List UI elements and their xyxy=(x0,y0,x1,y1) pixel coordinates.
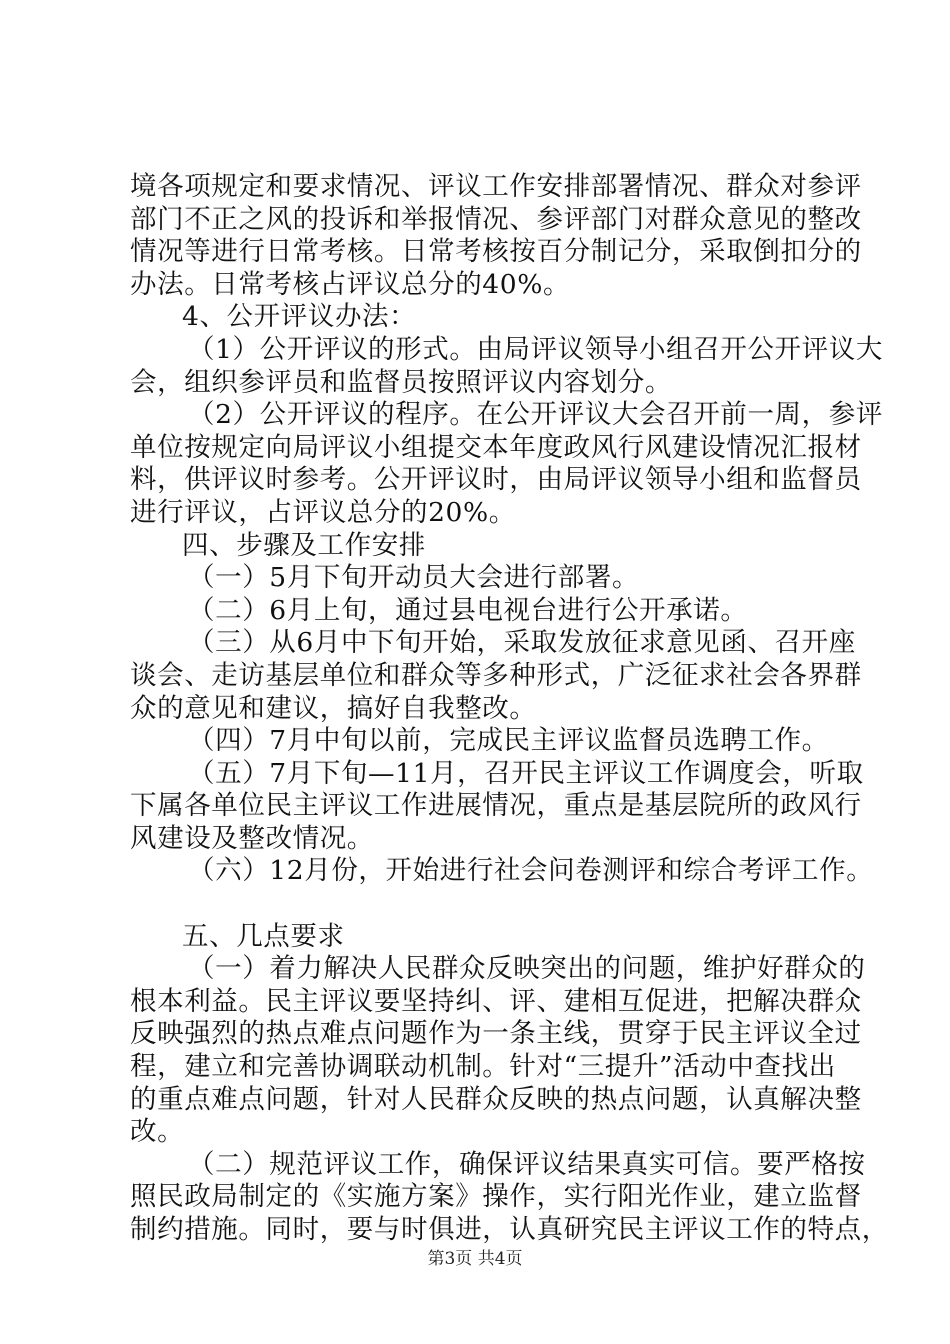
text-line: （五）7月下旬—11月，召开民主评议工作调度会，听取 xyxy=(188,757,864,789)
text-line: （一）5月下旬开动员大会进行部署。 xyxy=(188,562,640,594)
page-footer: 第3页 共4页 xyxy=(427,1249,523,1269)
text-line: 会，组织参评员和监督员按照评议内容划分。 xyxy=(130,366,672,398)
text-line: 众的意见和建议，搞好自我整改。 xyxy=(130,692,537,724)
text-line: （二）规范评议工作，确保评议结果真实可信。要严格按 xyxy=(188,1148,866,1180)
text-line: 的重点难点问题，针对人民群众反映的热点问题，认真解决整 xyxy=(130,1083,862,1115)
text-line: 根本利益。民主评议要坚持纠、评、建相互促进，把解决群众 xyxy=(130,985,862,1017)
text-line: （二）6月上旬，通过县电视台进行公开承诺。 xyxy=(188,594,748,626)
section-heading: 五、几点要求 xyxy=(182,920,345,952)
text-line: 谈会、走访基层单位和群众等多种形式，广泛征求社会各界群 xyxy=(130,659,862,691)
text-line: 风建设及整改情况。 xyxy=(130,822,374,854)
text-line: 程，建立和完善协调联动机制。针对“三提升”活动中查找出 xyxy=(130,1051,836,1083)
blank-line xyxy=(130,888,830,921)
text-line: （1）公开评议的形式。由局评议领导小组召开公开评议大 xyxy=(188,333,883,365)
section-heading: 四、步骤及工作安排 xyxy=(182,529,426,561)
document-body xyxy=(130,171,889,1247)
text-line: 照民政局制定的《实施方案》操作，实行阳光作业，建立监督 xyxy=(130,1181,862,1213)
text-line: 单位按规定向局评议小组提交本年度政风行风建设情况汇报材 xyxy=(130,431,862,463)
text-line: （六）12月份，开始进行社会问卷测评和综合考评工作。 xyxy=(188,855,874,887)
text-line: 反映强烈的热点难点问题作为一条主线，贯穿于民主评议全过 xyxy=(130,1018,862,1050)
text-line: 制约措施。同时，要与时俱进，认真研究民主评议工作的特点， xyxy=(130,1214,889,1245)
text-line: 境各项规定和要求情况、评议工作安排部署情况、群众对参评 xyxy=(130,171,862,202)
text-line: 进行评议，占评议总分的20%。 xyxy=(130,496,516,528)
text-line: （2）公开评议的程序。在公开评议大会召开前一周，参评 xyxy=(188,399,883,431)
text-line: 部门不正之风的投诉和举报情况、参评部门对群众意见的整改 xyxy=(130,203,862,235)
text-line: （三）从6月中下旬开始，采取发放征求意见函、召开座 xyxy=(188,627,856,659)
text-line: （四）7月中旬以前，完成民主评议监督员选聘工作。 xyxy=(188,725,829,757)
text-line: （一）着力解决人民群众反映突出的问题，维护好群众的 xyxy=(188,953,866,985)
text-line: 下属各单位民主评议工作进展情况，重点是基层院所的政风行 xyxy=(130,790,862,822)
text-line: 料，供评议时参考。公开评议时，由局评议领导小组和监督员 xyxy=(130,464,862,496)
text-line: 改。 xyxy=(130,1116,185,1148)
text-line: 情况等进行日常考核。日常考核按百分制记分，采取倒扣分的 xyxy=(130,236,862,268)
text-line: 办法。日常考核占评议总分的40%。 xyxy=(130,268,571,300)
section-heading: 4、公开评议办法： xyxy=(182,301,417,333)
